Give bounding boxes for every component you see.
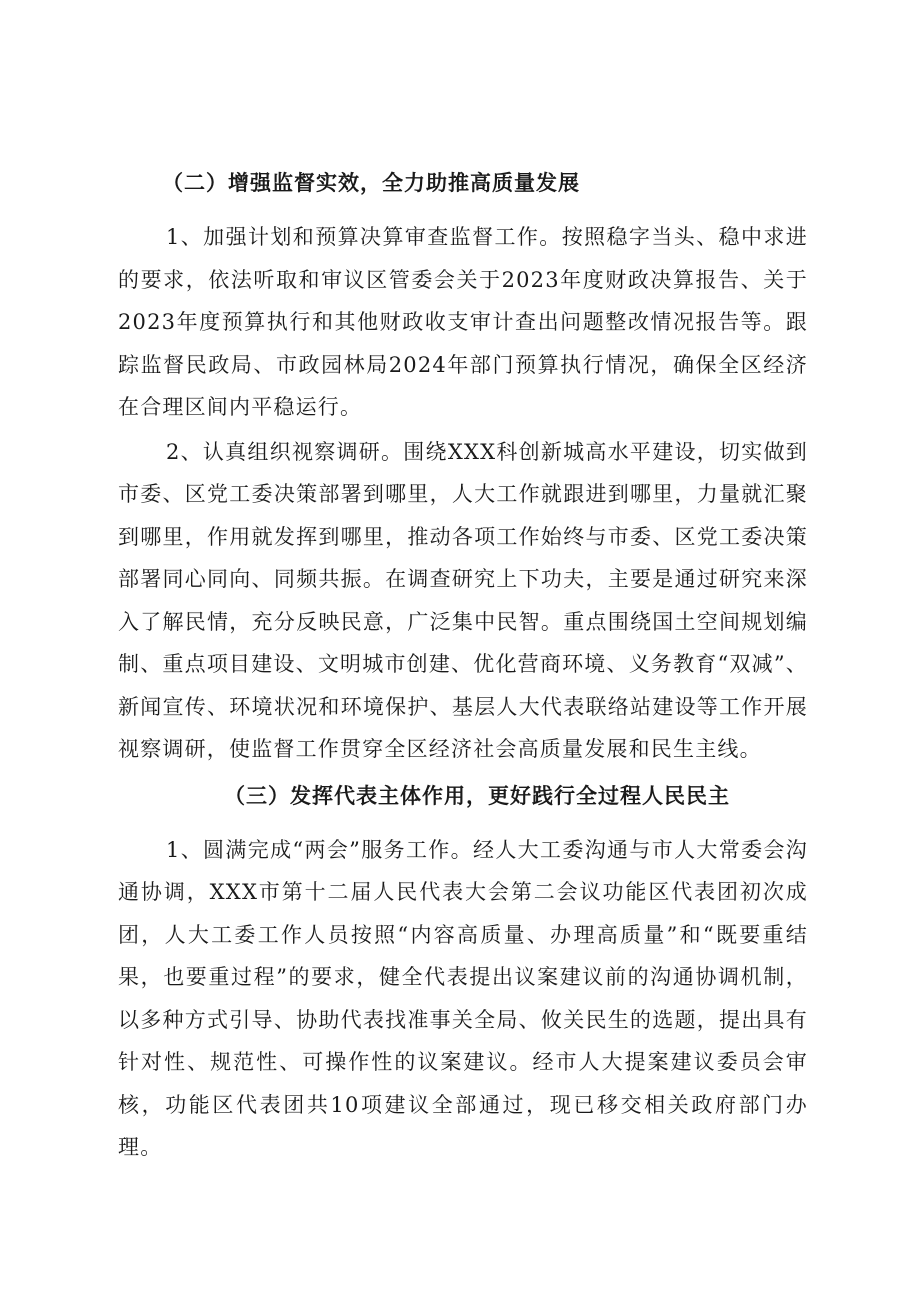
paragraph-inspection-research: 2、认真组织视察调研。围绕XXX科创新城高水平建设，切实做到市委、区党工委决策部署到哪里，人大工作就跟进到哪里，力量就汇聚到哪里，作用就发挥到哪里，推动各项工作始终与市委、区党工委决策部署同心同向、同频共振。在调查研究上下功夫，主要是通过研究来深入了解民情，充分反映民意，广泛集中民智。重点围绕国土空间规划编制、重点项目建设、文明城市创建、优化营商环境、义务教育“双减”、新闻宣传、环境状况和环境保护、基层人大代表联络站建设等工作开展视察调研，使监督工作贯穿全区经济社会高质量发展和民生主线。 [118,439,808,761]
paragraph-budget-supervision: 1、加强计划和预算决算审查监督工作。按照稳字当头、稳中求进的要求，依法听取和审议区管委会关于2023年度财政决算报告、关于2023年度预算执行和其他财政收支审计查出问题整改情况报告等。跟踪监督民政局、市政园林局2024年部门预算执行情况，确保全区经济在合理区间内平稳运行。 [118,225,808,419]
section-heading-2: （二）增强监督实效，全力助推高质量发展 [162,170,580,195]
paragraph-two-sessions-service: 1、圆满完成“两会”服务工作。经人大工委沟通与市人大常委会沟通协调，XXX市第十二届人民代表大会第二会议功能区代表团初次成团，人大工委工作人员按照“内容高质量、办理高质量”和“既要重结果，也要重过程”的要求，健全代表提出议案建议前的沟通协调机制，以多种方式引导、协助代表找准事关全局、攸关民生的选题，提出具有针对性、规范性、可操作性的议案建议。经市人大提案建议委员会审核，功能区代表团共10项建议全部通过，现已移交相关政府部门办理。 [118,837,808,1159]
section-heading-3: （三）发挥代表主体作用，更好践行全过程人民民主 [224,782,730,808]
document-page [118,160,808,1171]
